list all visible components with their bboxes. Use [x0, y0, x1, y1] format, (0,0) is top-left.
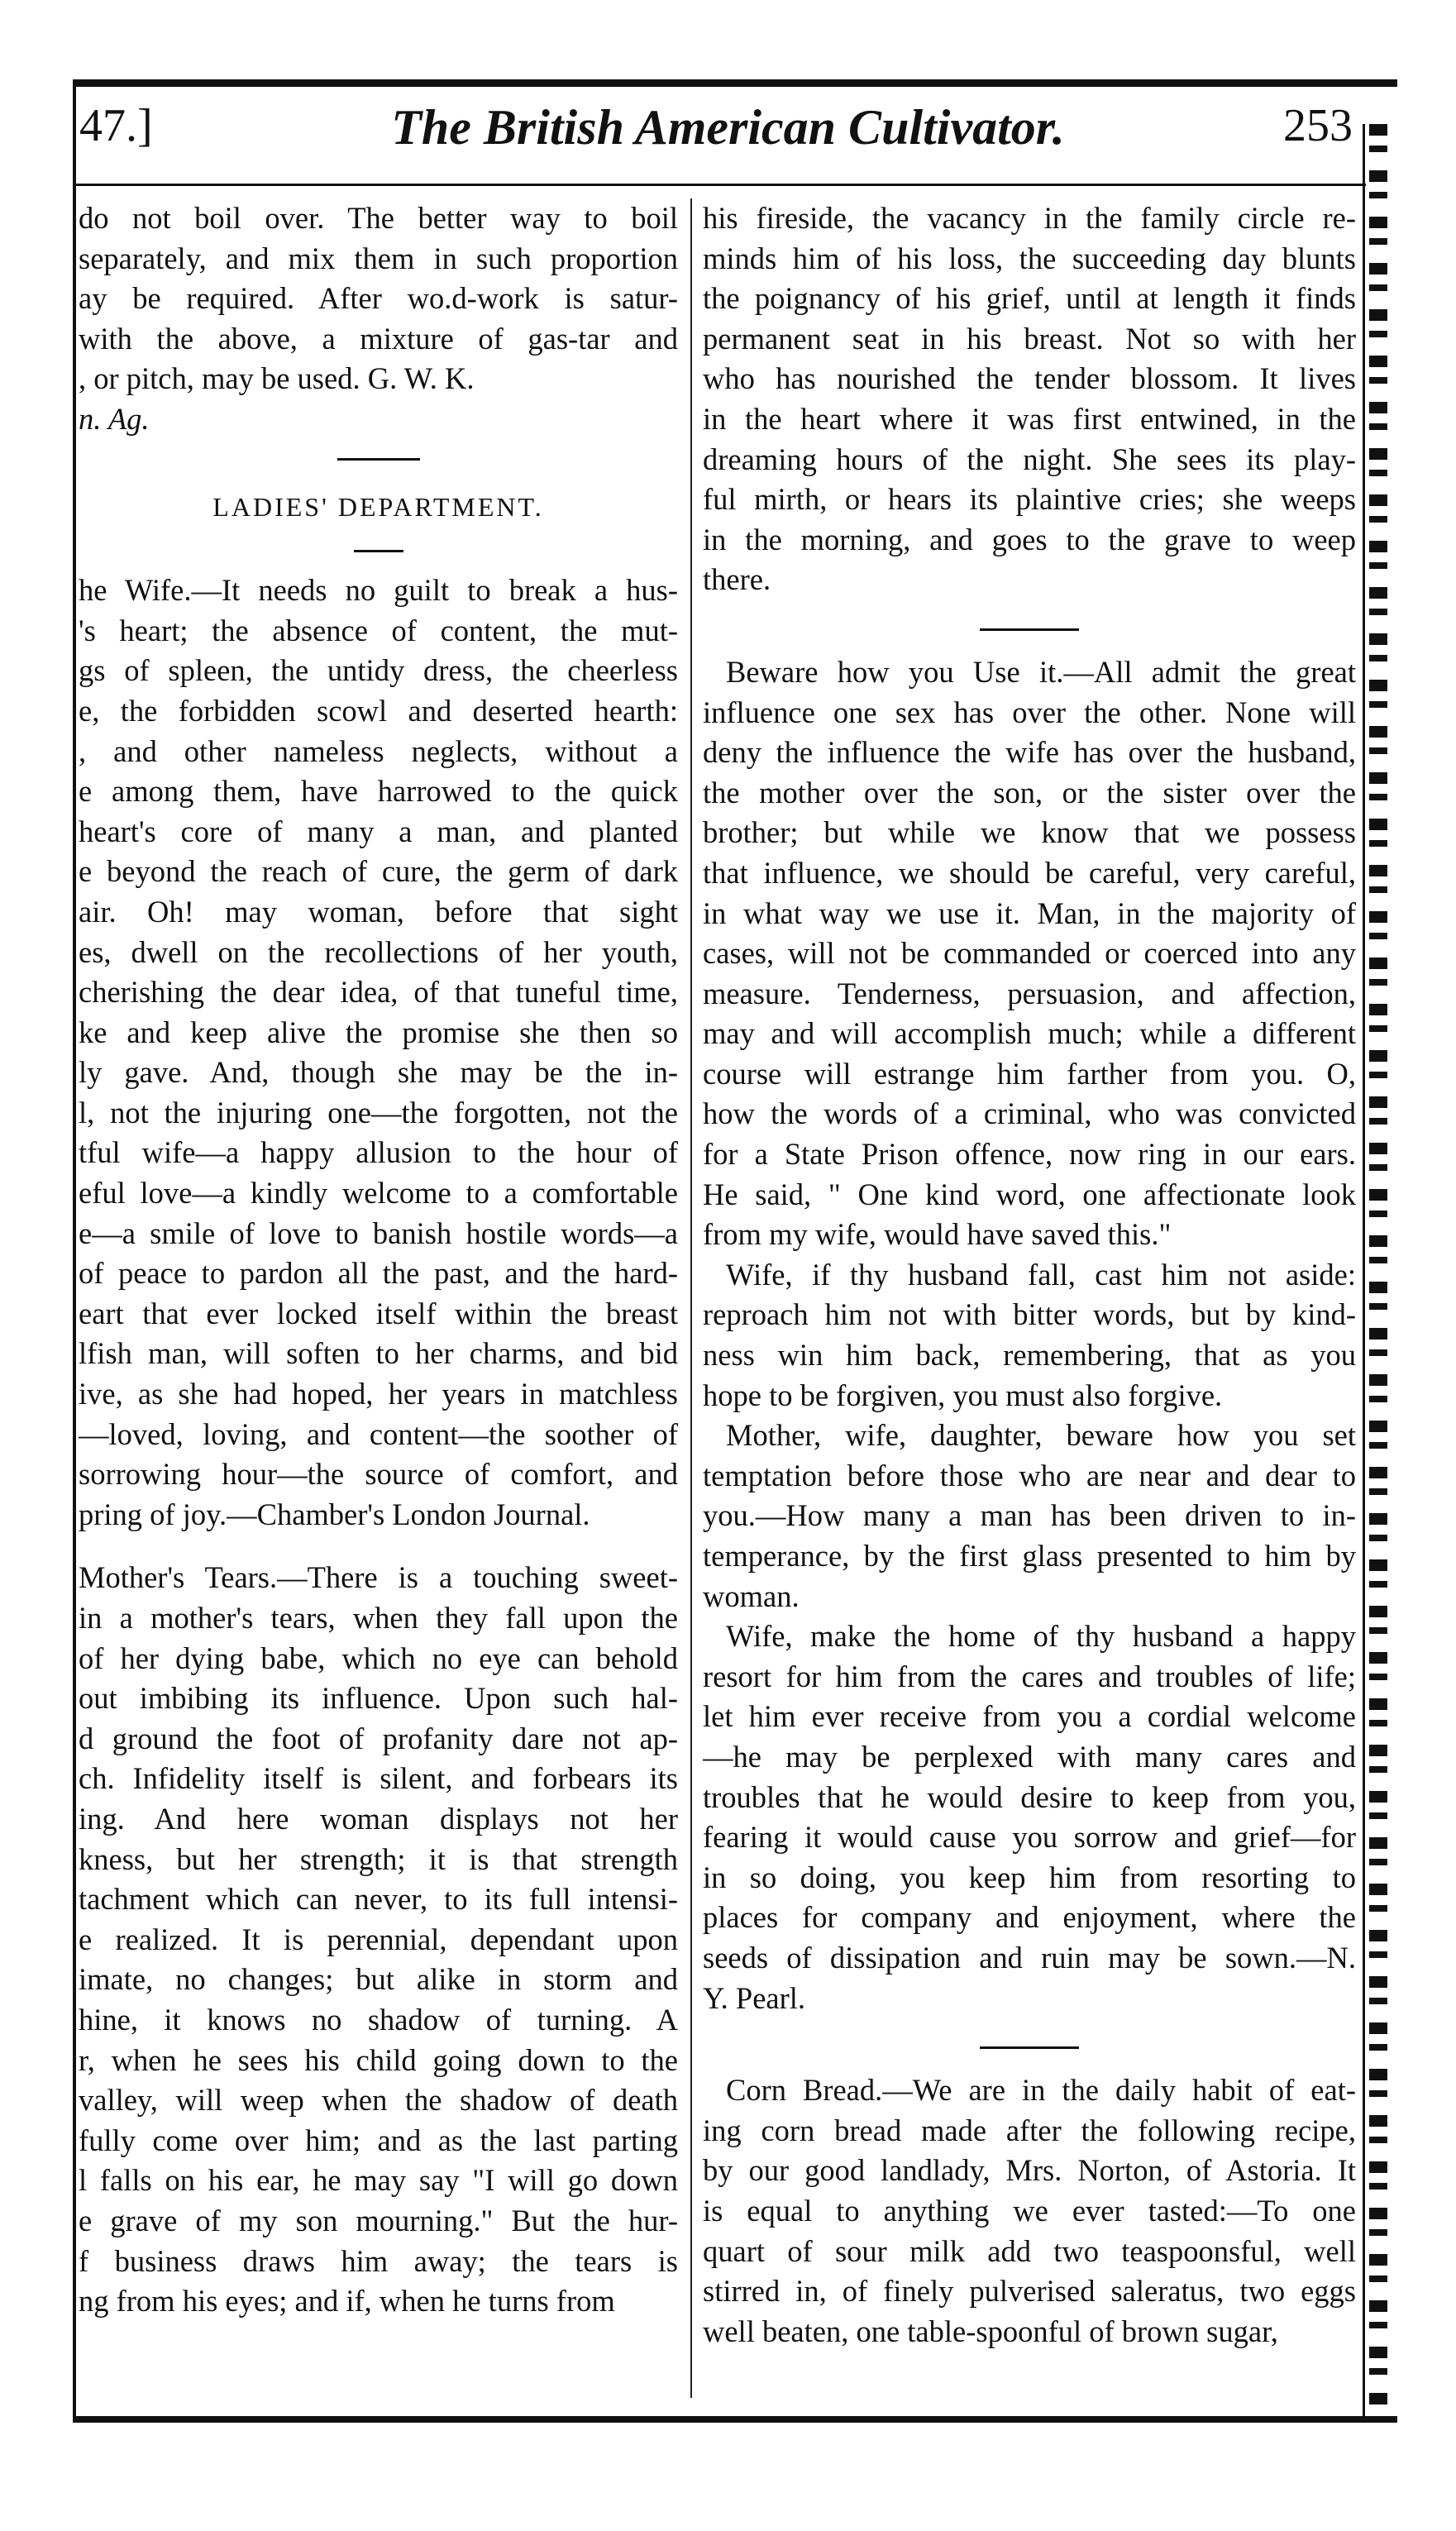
text-line: ing. And here woman displays not her	[79, 1801, 678, 1836]
text-line: heart's core of many a man, and planted	[79, 814, 678, 848]
text-line: in a mother's tears, when they fall upon the	[79, 1601, 678, 1635]
text-line: in what way we use it. Man, in the majority of	[703, 895, 1356, 930]
text-line: pring of joy.—Chamber's London Journal.	[79, 1497, 590, 1531]
text-line: he Wife.—It needs no guilt to break a hus-	[79, 573, 678, 608]
section-heading: LADIES' DEPARTMENT.	[212, 491, 544, 522]
intro-source: n. Ag.	[79, 401, 150, 436]
text-line: Wife, make the home of thy husband a happy	[726, 1619, 1356, 1654]
text-line: 's heart; the absence of content, the mut-	[79, 613, 678, 647]
text-line: ful mirth, or hears its plaintive cries; she weeps	[703, 482, 1356, 517]
text-line: resort for him from the cares and troubles of life;	[703, 1659, 1356, 1693]
text-line: He said, " One kind word, one affectionate look	[703, 1177, 1356, 1211]
text-line: ness win him back, remembering, that as you	[703, 1338, 1356, 1373]
text-line: his fireside, the vacancy in the family circle re-	[703, 201, 1356, 235]
text-line: deny the influence the wife has over the husband,	[703, 735, 1356, 770]
text-line: e—a smile of love to banish hostile words—a	[79, 1215, 678, 1250]
text-line: of her dying babe, which no eye can behold	[79, 1640, 678, 1675]
text-line: in the heart where it was first entwined, in the	[703, 401, 1356, 436]
intro-paragraph	[79, 198, 678, 399]
text-line: the mother over the son, or the sister over the	[703, 775, 1356, 809]
text-line: ly gave. And, though she may be the in-	[79, 1055, 678, 1090]
text-line: ive, as she had hoped, her years in matchless	[79, 1377, 678, 1411]
text-line: may and will accomplish much; while a different	[703, 1016, 1356, 1051]
right-ornamental-border	[1369, 124, 1387, 2414]
bottom-border-rule	[76, 2416, 1397, 2423]
text-line: kness, but her strength; it is that strength	[79, 1841, 678, 1876]
text-line: hine, it knows no shadow of turning. A	[79, 2002, 678, 2037]
mother-paragraph	[703, 1416, 1356, 1616]
text-line: —he may be perplexed with many cares and	[703, 1739, 1356, 1774]
text-line: stirred in, of finely pulverised saleratus, two eggs	[703, 2274, 1356, 2309]
text-line: by our good landlady, Mrs. Norton, of Astoria. It	[703, 2153, 1356, 2188]
wife-fall-paragraph	[703, 1255, 1356, 1416]
separator-rule	[337, 458, 420, 461]
text-line: do not boil over. The better way to boil	[79, 201, 678, 235]
header-issue-number: 47.]	[79, 100, 153, 151]
text-line: fearing it would cause you sorrow and grief—for	[703, 1820, 1356, 1855]
text-line: minds him of his loss, the succeeding day blunts	[703, 241, 1356, 275]
top-border-rule	[76, 79, 1397, 87]
text-line: —loved, loving, and content—the soother of	[79, 1416, 678, 1451]
left-border-rule	[73, 79, 76, 2423]
text-line: with the above, a mixture of gas-tar and	[79, 321, 678, 356]
home-paragraph	[703, 1616, 1356, 2018]
text-line: there.	[703, 562, 771, 597]
text-line: in so doing, you keep him from resorting to	[703, 1860, 1356, 1894]
text-line: tful wife—a happy allusion to the hour of	[79, 1135, 678, 1170]
text-line: air. Oh! may woman, before that sight	[79, 894, 678, 929]
text-line: let him ever receive from you a cordial welcome	[703, 1699, 1356, 1734]
text-line: course will estrange him farther from you. O,	[703, 1056, 1356, 1091]
text-line: of peace to pardon all the past, and the hard-	[79, 1256, 678, 1291]
text-line: from my wife, would have saved this."	[703, 1217, 1172, 1252]
text-line: permanent seat in his breast. Not so with her	[703, 321, 1356, 356]
text-line: seeds of dissipation and ruin may be sown.—N.	[703, 1940, 1356, 1975]
text-line: temptation before those who are near and dear to	[703, 1458, 1356, 1492]
text-line: dreaming hours of the night. She sees its play-	[703, 442, 1356, 476]
text-line: reproach him not with bitter words, but by kind-	[703, 1297, 1356, 1332]
beware-article	[703, 652, 1356, 1255]
text-line: eart that ever locked itself within the breast	[79, 1296, 678, 1330]
text-line: e realized. It is perennial, dependant upon	[79, 1922, 678, 1956]
text-line: influence one sex has over the other. None will	[703, 695, 1356, 729]
text-line: r, when he sees his child going down to the	[79, 2042, 678, 2077]
text-line: Y. Pearl.	[703, 1980, 806, 2015]
text-line: , or pitch, may be used. G. W. K.	[79, 361, 475, 396]
text-line: measure. Tenderness, persuasion, and affection,	[703, 976, 1356, 1010]
text-line: out imbibing its influence. Upon such hal-	[79, 1681, 678, 1716]
text-line: that influence, we should be careful, very careful,	[703, 855, 1356, 890]
header-page-number: 253	[1283, 100, 1353, 151]
text-line: tachment which can never, to its full intensi-	[79, 1882, 678, 1917]
right-border-rule	[1363, 124, 1365, 2416]
text-line: brother; but while we know that we possess	[703, 815, 1356, 850]
separator-rule	[354, 550, 403, 552]
text-line: e, the forbidden scowl and deserted hearth:	[79, 693, 678, 728]
header-rule	[76, 184, 1366, 186]
text-line: you.—How many a man has been driven to in-	[703, 1498, 1356, 1533]
corn-bread-article	[703, 2070, 1356, 2352]
text-line: quart of sour milk add two teaspoonsful, well	[703, 2233, 1356, 2268]
right-column	[703, 198, 1356, 2352]
text-line: well beaten, one table-spoonful of brown sugar,	[703, 2314, 1278, 2348]
text-line: Corn Bread.—We are in the daily habit of eat-	[726, 2073, 1356, 2108]
text-line: for a State Prison offence, now ring in our ears.	[703, 1137, 1356, 1172]
text-line: l, not the injuring one—the forgotten, not the	[79, 1095, 678, 1129]
text-line: eful love—a kindly welcome to a comfortable	[79, 1176, 678, 1211]
text-line: e among them, have harrowed to the quick	[79, 774, 678, 809]
text-line: e beyond the reach of cure, the germ of dark	[79, 854, 678, 889]
text-line: ing corn bread made after the following recipe,	[703, 2113, 1356, 2147]
text-line: is equal to anything we ever tasted:—To one	[703, 2193, 1356, 2228]
header-title: The British American Cultivator.	[391, 100, 1065, 155]
text-line: the poignancy of his grief, until at length it finds	[703, 281, 1356, 316]
wife-article	[79, 571, 678, 1535]
text-line: e grave of my son mourning." But the hur-	[79, 2203, 678, 2237]
text-line: ke and keep alive the promise she then so	[79, 1015, 678, 1049]
text-line: woman.	[703, 1578, 800, 1613]
text-line: hope to be forgiven, you must also forgive.	[703, 1378, 1223, 1412]
text-line: sorrowing hour—the source of comfort, and	[79, 1457, 678, 1492]
text-line: cases, will not be commanded or coerced into any	[703, 936, 1356, 971]
separator-rule	[980, 2046, 1079, 2049]
text-line: imate, no changes; but alike in storm and	[79, 1962, 678, 1997]
text-line: troubles that he would desire to keep from you,	[703, 1779, 1356, 1814]
text-line: , and other nameless neglects, without a	[79, 733, 678, 768]
left-column	[79, 198, 678, 2322]
text-line: ay be required. After wo.d-work is satur-	[79, 281, 678, 316]
text-line: separately, and mix them in such proportion	[79, 241, 678, 275]
text-line: l falls on his ear, he may say "I will go down	[79, 2163, 678, 2198]
text-line: valley, will weep when the shadow of death	[79, 2083, 678, 2118]
text-line: ng from his eyes; and if, when he turns from	[79, 2284, 615, 2318]
text-line: gs of spleen, the untidy dress, the cheerless	[79, 653, 678, 688]
text-line: who has nourished the tender blossom. It lives	[703, 361, 1356, 396]
text-line: places for company and enjoyment, where the	[703, 1900, 1356, 1935]
text-line: Wife, if thy husband fall, cast him not aside:	[726, 1257, 1356, 1292]
text-line: Beware how you Use it.—All admit the great	[726, 654, 1356, 689]
text-line: temperance, by the first glass presented to him by	[703, 1539, 1356, 1573]
mothers-tears-article	[79, 1558, 678, 2321]
text-line: in the morning, and goes to the grave to weep	[703, 522, 1356, 556]
text-line: lfish man, will soften to her charms, and bid	[79, 1336, 678, 1371]
text-line: fully come over him; and as the last parting	[79, 2123, 678, 2157]
continuation-paragraph	[703, 198, 1356, 600]
text-line: Mother, wife, daughter, beware how you set	[726, 1418, 1356, 1453]
separator-rule	[980, 628, 1079, 631]
text-line: f business draws him away; the tears is	[79, 2243, 678, 2278]
text-line: d ground the foot of profanity dare not ap-	[79, 1721, 678, 1755]
text-line: Mother's Tears.—There is a touching sweet-	[79, 1560, 678, 1595]
column-divider	[690, 198, 692, 2398]
text-line: cherishing the dear idea, of that tuneful time,	[79, 975, 678, 1010]
text-line: how the words of a criminal, who was convicted	[703, 1096, 1356, 1131]
text-line: ch. Infidelity itself is silent, and forbears its	[79, 1761, 678, 1796]
text-line: es, dwell on the recollections of her youth,	[79, 934, 678, 969]
